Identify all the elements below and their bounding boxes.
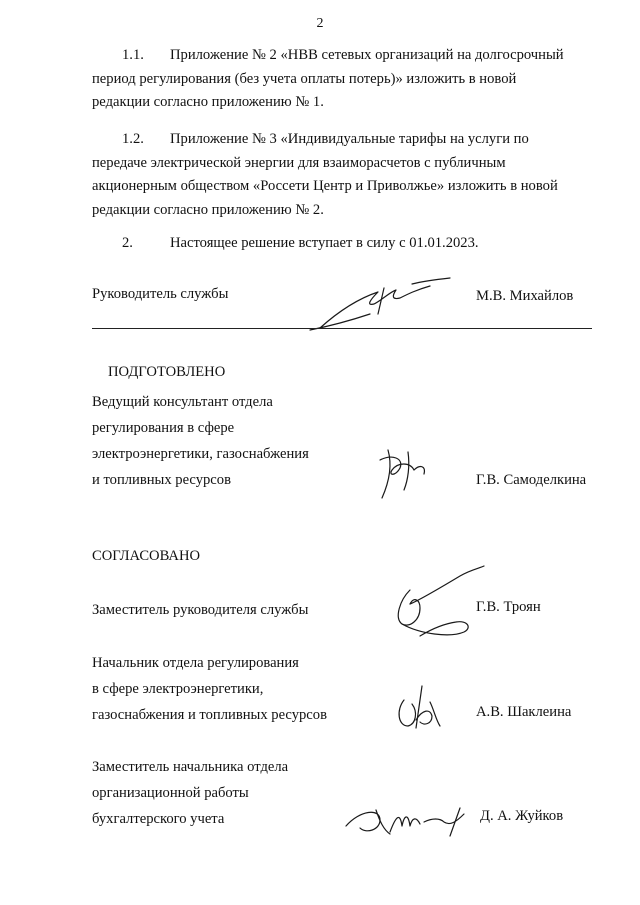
prepared-position-line: электроэнергетики, газоснабжения	[92, 446, 309, 462]
paragraph-number: 1.2.	[122, 131, 144, 147]
signer-position-line: бухгалтерского учета	[92, 811, 225, 827]
paragraph-1-1	[92, 44, 600, 115]
signer-2-name: А.В. Шаклеина	[476, 704, 572, 720]
signer-1-signature	[380, 560, 490, 650]
prepared-heading: ПОДГОТОВЛЕНО	[108, 364, 226, 380]
paragraph-line: передаче электрической энергии для взаиморасчетов с публичным	[92, 154, 506, 171]
signer-position-line: в сфере электроэнергетики,	[92, 681, 264, 697]
paragraph-line: редакции согласно приложению № 2.	[92, 201, 324, 218]
signer-3-name: Д. А. Жуйков	[480, 808, 564, 824]
paragraph-line: Настоящее решение вступает в силу с 01.01.2023.	[170, 235, 479, 251]
page-number: 2	[316, 16, 324, 31]
prepared-name: Г.В. Самоделкина	[476, 472, 587, 488]
paragraph-line: Приложение № 2 «НВВ сетевых организаций на долгосрочный	[170, 47, 564, 63]
signer-position-line: Заместитель начальника отдела	[92, 759, 289, 775]
signer-1-name: Г.В. Троян	[476, 599, 541, 615]
signer-2-signature	[390, 680, 450, 740]
agreed-heading: СОГЛАСОВАНО	[92, 548, 201, 564]
paragraph-line: акционерным обществом «Россети Центр и Приволжье» изложить в новой	[92, 178, 558, 194]
paragraph-line: Приложение № 3 «Индивидуальные тарифы на услуги по	[170, 131, 529, 147]
prepared-position-line: регулирования в сфере	[92, 420, 235, 436]
signer-position-line: Заместитель руководителя службы	[92, 602, 309, 618]
head-title: Руководитель службы	[92, 286, 229, 302]
signer-2-position	[92, 650, 327, 728]
signer-position-line: организационной работы	[92, 785, 249, 801]
signer-3-position	[92, 754, 288, 832]
prepared-position	[92, 389, 309, 493]
paragraph-number: 2.	[122, 235, 133, 251]
paragraph-line: период регулирования (без учета оплаты потерь)» изложить в новой	[92, 70, 517, 87]
paragraph-line: редакции согласно приложению № 1.	[92, 94, 324, 110]
signer-position-line: Начальник отдела регулирования	[92, 655, 299, 671]
divider-line	[92, 328, 592, 329]
prepared-position-line: Ведущий консультант отдела	[92, 394, 273, 410]
paragraph-number: 1.1.	[122, 47, 144, 63]
prepared-signature	[370, 440, 440, 510]
signer-position-line: газоснабжения и топливных ресурсов	[92, 707, 327, 723]
prepared-position-line: и топливных ресурсов	[92, 472, 231, 488]
signer-1-position	[92, 597, 308, 623]
head-name: М.В. Михайлов	[476, 288, 574, 304]
head-signature	[300, 270, 460, 340]
paragraph-1-2	[92, 128, 600, 222]
signer-3-signature	[340, 796, 480, 846]
paragraph-2	[92, 232, 600, 256]
